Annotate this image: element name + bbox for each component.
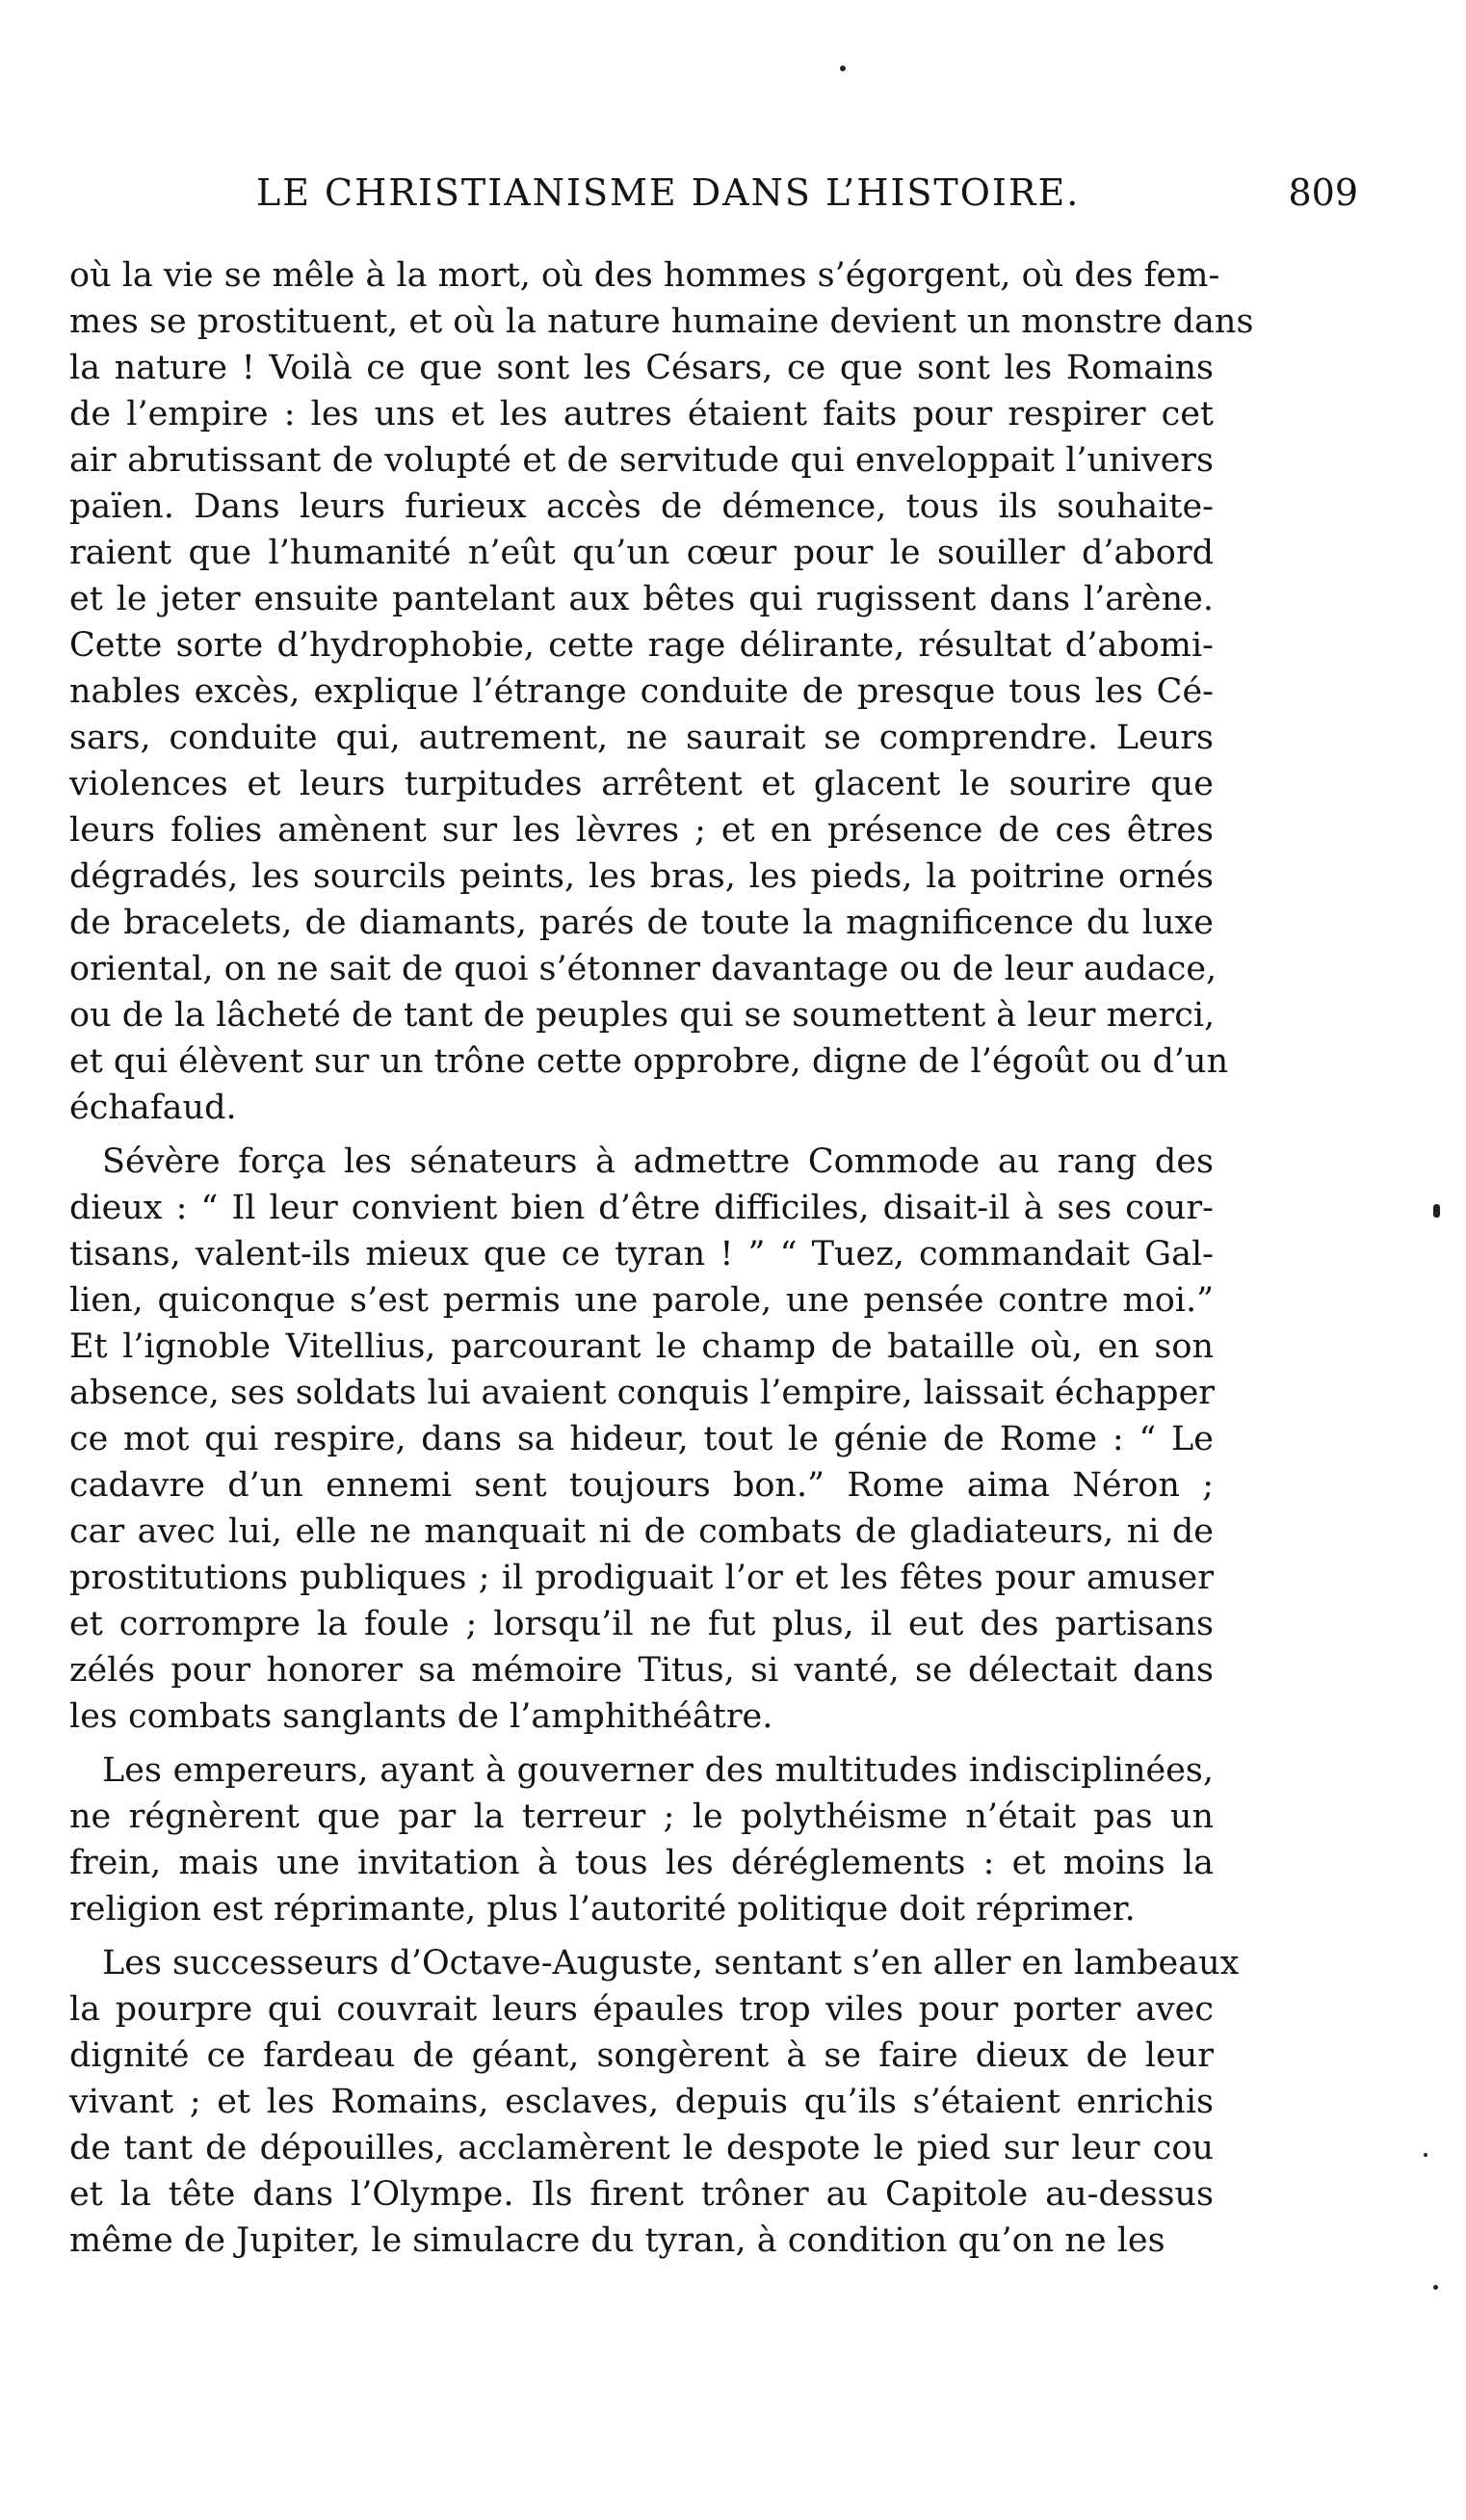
text-line: dieux : “ Il leur convient bien d’être difficiles, disait-il à ses cour- <box>69 1189 1214 1227</box>
running-header <box>67 171 1358 222</box>
text-line: cadavre d’un ennemi sent toujours bon.” Rome aima Néron ; <box>69 1466 1214 1505</box>
text-line: frein, mais une invitation à tous les déréglements : et moins la <box>69 1844 1214 1882</box>
text-line: sars, conduite qui, autrement, ne saurait se comprendre. Leurs <box>69 719 1214 757</box>
text-line: dégradés, les sourcils peints, les bras, les pieds, la poitrine ornés <box>69 857 1214 896</box>
text-line: ce mot qui respire, dans sa hideur, tout le génie de Rome : “ Le <box>69 1420 1214 1458</box>
text-line: religion est réprimante, plus l’autorité politique doit réprimer. <box>69 1890 1136 1929</box>
text-line: vivant ; et les Romains, esclaves, depuis qu’ils s’étaient enrichis <box>69 2083 1214 2121</box>
text-line: absence, ses soldats lui avaient conquis l’empire, laissait échapper <box>69 1374 1216 1412</box>
paragraph <box>69 1139 1214 1740</box>
text-line: tisans, valent-ils mieux que ce tyran ! ” “ Tuez, commandait Gal- <box>69 1235 1214 1273</box>
text-line: raient que l’humanité n’eût qu’un cœur pour le souiller d’abord <box>69 534 1214 572</box>
text-line: où la vie se mêle à la mort, où des hommes s’égorgent, où des fem- <box>69 256 1220 295</box>
text-line: mes se prostituent, et où la nature humaine devient un monstre dans <box>69 302 1254 341</box>
body-text <box>69 252 1254 2271</box>
text-line: Et l’ignoble Vitellius, parcourant le champ de bataille où, en son <box>69 1327 1214 1366</box>
page-number: 809 <box>1288 171 1358 214</box>
text-line: païen. Dans leurs furieux accès de démence, tous ils souhaite- <box>69 487 1214 526</box>
paragraph <box>69 1747 1214 1932</box>
text-line: violences et leurs turpitudes arrêtent et glacent le sourire que <box>69 765 1214 803</box>
paragraph <box>69 252 1254 1131</box>
text-line: et corrompre la foule ; lorsqu’il ne fut plus, il eut des partisans <box>69 1605 1214 1643</box>
text-line: dignité ce fardeau de géant, songèrent à se faire dieux de leur <box>69 2036 1214 2075</box>
text-line: et la tête dans l’Olympe. Ils firent trôner au Capitole au-dessus <box>69 2175 1214 2214</box>
text-line: leurs folies amènent sur les lèvres ; et en présence de ces êtres <box>69 811 1214 850</box>
text-line: de bracelets, de diamants, parés de toute la magnificence du luxe <box>69 904 1214 942</box>
text-line: de l’empire : les uns et les autres étaient faits pour respirer cet <box>69 395 1214 433</box>
text-line: ne régnèrent que par la terreur ; le polythéisme n’était pas un <box>69 1798 1214 1836</box>
text-line: et le jeter ensuite pantelant aux bêtes qui rugissent dans l’arène. <box>69 580 1214 618</box>
text-line: Les successeurs d’Octave-Auguste, sentant s’en aller en lambeaux <box>102 1944 1240 1982</box>
paragraph <box>69 1940 1240 2264</box>
text-line: zélés pour honorer sa mémoire Titus, si vanté, se délectait dans <box>69 1651 1214 1690</box>
text-line: même de Jupiter, le simulacre du tyran, à condition qu’on ne les <box>69 2221 1165 2260</box>
text-line: de tant de dépouilles, acclamèrent le despote le pied sur leur cou <box>69 2129 1214 2167</box>
text-line: air abrutissant de volupté et de servitude qui enveloppait l’univers <box>69 441 1214 480</box>
text-line: lien, quiconque s’est permis une parole, une pensée contre moi.” <box>69 1281 1214 1320</box>
text-line: prostitutions publiques ; il prodiguait l’or et les fêtes pour amuser <box>69 1559 1214 1597</box>
running-title: LE CHRISTIANISME DANS L’HISTOIRE. <box>256 171 1081 214</box>
text-line: échafaud. <box>69 1089 237 1127</box>
text-line: Cette sorte d’hydrophobie, cette rage délirante, résultat d’abomi- <box>69 626 1214 665</box>
text-line: la pourpre qui couvrait leurs épaules trop viles pour porter avec <box>69 1990 1214 2029</box>
text-line: car avec lui, elle ne manquait ni de combats de gladiateurs, ni de <box>69 1512 1214 1551</box>
text-line: nables excès, explique l’étrange conduite de presque tous les Cé- <box>69 672 1214 711</box>
scan-speck <box>1433 2285 1438 2290</box>
text-line: et qui élèvent sur un trône cette opprobre, digne de l’égoût ou d’un <box>69 1042 1229 1081</box>
text-line: oriental, on ne sait de quoi s’étonner davantage ou de leur audace, <box>69 950 1217 988</box>
text-line: les combats sanglants de l’amphithéâtre. <box>69 1697 773 1736</box>
scan-speck <box>840 66 846 71</box>
text-line: Les empereurs, ayant à gouverner des multitudes indisciplinées, <box>102 1751 1214 1790</box>
scan-speck <box>1424 2153 1427 2157</box>
text-line: la nature ! Voilà ce que sont les Césars, ce que sont les Romains <box>69 349 1214 387</box>
scan-speck <box>1433 1204 1440 1218</box>
text-line: ou de la lâcheté de tant de peuples qui se soumettent à leur merci, <box>69 996 1216 1035</box>
text-line: Sévère força les sénateurs à admettre Commode au rang des <box>102 1142 1214 1181</box>
